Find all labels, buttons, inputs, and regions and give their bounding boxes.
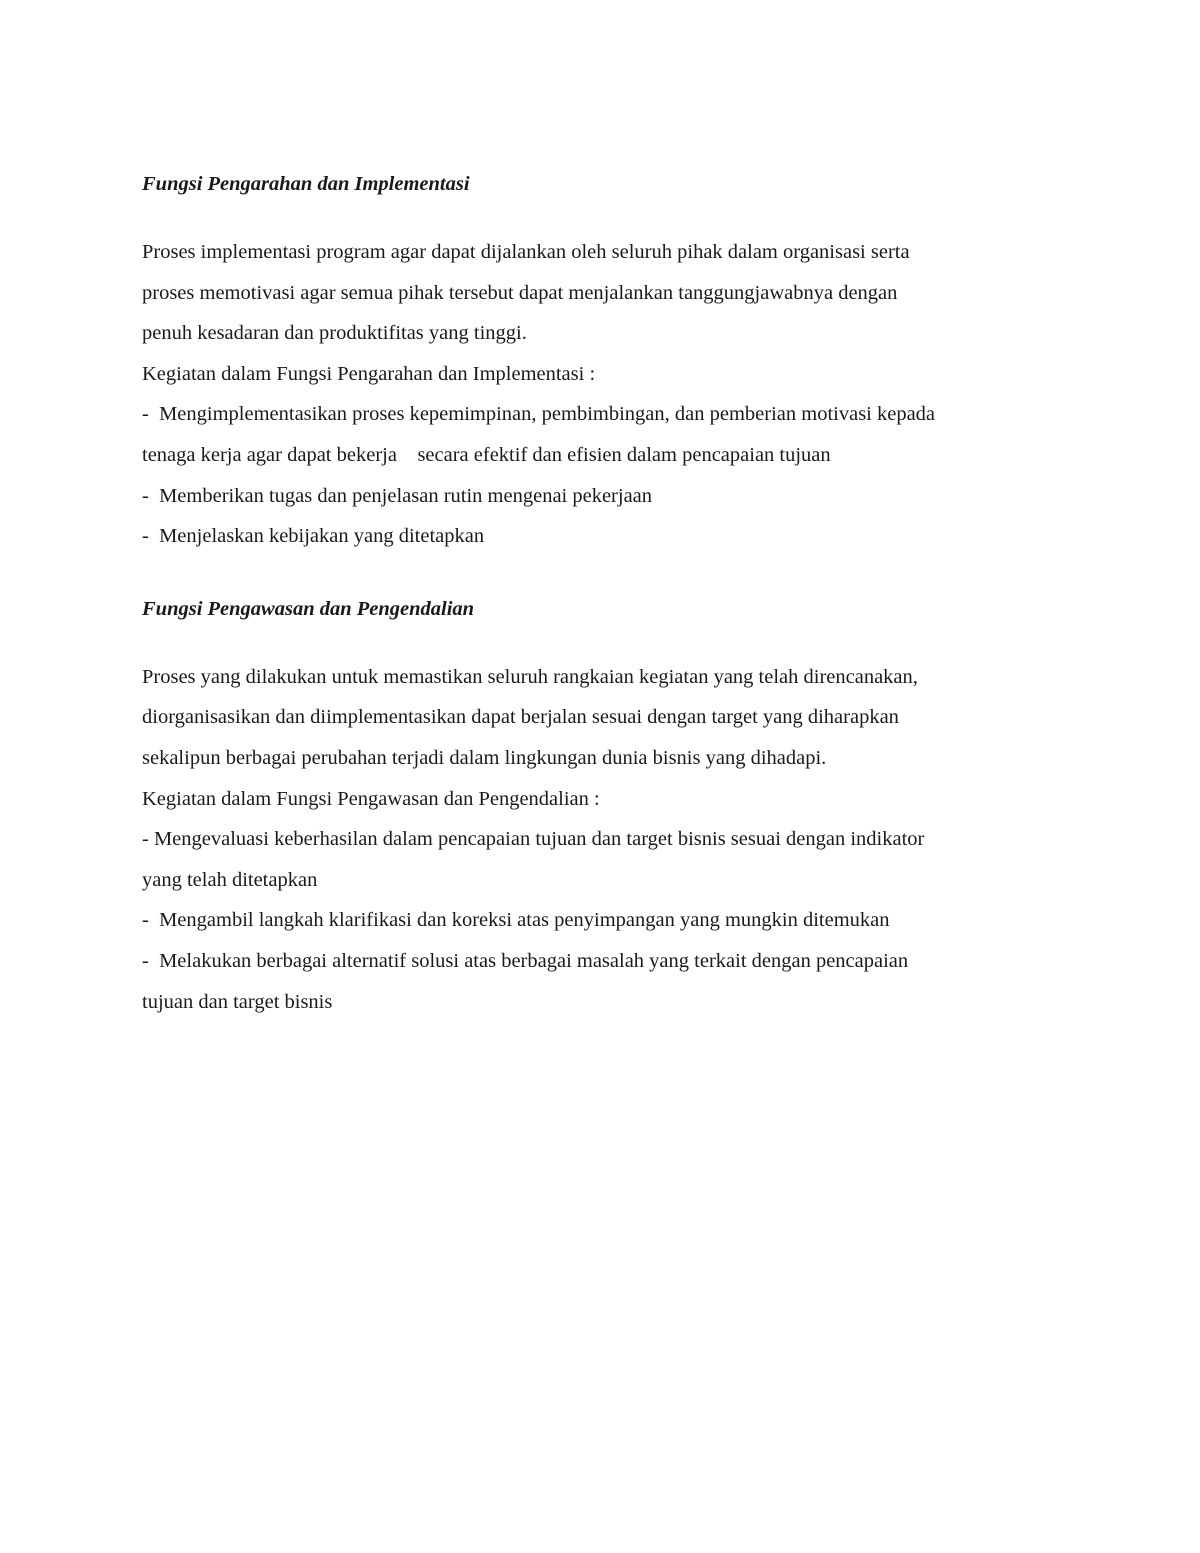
- section-description: [142, 657, 1082, 819]
- list-item: tenaga kerja agar dapat bekerja secara efektif dan efisien dalam pencapaian tujuan: [142, 443, 831, 466]
- list-item: - Melakukan berbagai alternatif solusi atas berbagai masalah yang terkait dengan pencapaian: [142, 949, 909, 972]
- section-pengawasan-pengendalian: [142, 589, 1082, 1022]
- activity-list: [142, 394, 1082, 556]
- section-heading: Fungsi Pengawasan dan Pengendalian: [142, 597, 475, 620]
- text-line: Proses yang dilakukan untuk memastikan seluruh rangkaian kegiatan yang telah direncanakan,: [142, 665, 918, 688]
- list-item: yang telah ditetapkan: [142, 868, 318, 891]
- list-item: - Memberikan tugas dan penjelasan rutin mengenai pekerjaan: [142, 484, 653, 507]
- activities-title: Kegiatan dalam Fungsi Pengawasan dan Pengendalian :: [142, 787, 600, 810]
- document-content: [142, 164, 1082, 1022]
- section-description: [142, 232, 1082, 394]
- section-pengarahan-implementasi: [142, 164, 1082, 557]
- list-item: - Mengevaluasi keberhasilan dalam pencapaian tujuan dan target bisnis sesuai dengan indikator: [142, 828, 925, 851]
- activities-title: Kegiatan dalam Fungsi Pengarahan dan Implementasi :: [142, 362, 596, 385]
- text-line: Proses implementasi program agar dapat dijalankan oleh seluruh pihak dalam organisasi serta: [142, 241, 910, 263]
- text-line: proses memotivasi agar semua pihak tersebut dapat menjalankan tanggungjawabnya dengan: [142, 281, 898, 304]
- list-item: tujuan dan target bisnis: [142, 990, 333, 1013]
- list-item: - Mengambil langkah klarifikasi dan koreksi atas penyimpangan yang mungkin ditemukan: [142, 909, 890, 932]
- text-line: penuh kesadaran dan produktifitas yang tinggi.: [142, 322, 527, 345]
- text-line: diorganisasikan dan diimplementasikan dapat berjalan sesuai dengan target yang diharapkan: [142, 706, 899, 729]
- list-item: - Mengimplementasikan proses kepemimpinan, pembimbingan, dan pemberian motivasi kepada: [142, 403, 936, 426]
- list-item: - Menjelaskan kebijakan yang ditetapkan: [142, 525, 485, 548]
- section-heading: Fungsi Pengarahan dan Implementasi: [142, 173, 470, 195]
- activity-list: [142, 819, 1082, 1022]
- text-line: sekalipun berbagai perubahan terjadi dalam lingkungan dunia bisnis yang dihadapi.: [142, 746, 827, 769]
